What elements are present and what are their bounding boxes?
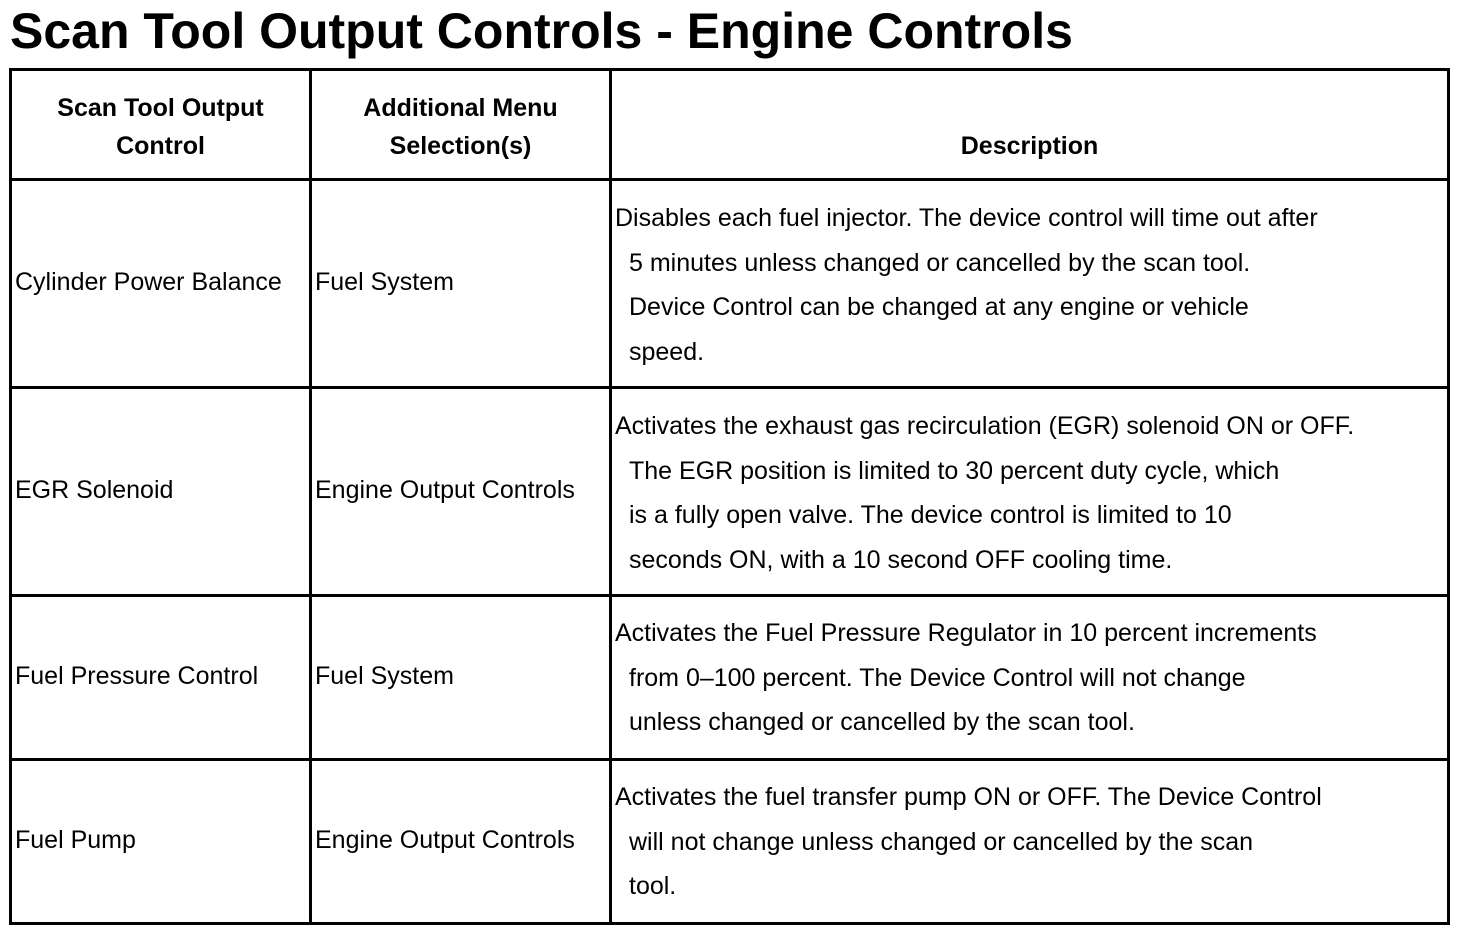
output-controls-table-container [9,68,1447,922]
control-cell: EGR Solenoid [11,388,311,596]
header-description [611,70,1449,180]
description-line: Device Control can be changed at any engine or vehicle [629,293,1249,321]
table-row [11,388,1449,596]
header-menu-line-1: Additional Menu [363,94,558,122]
description-line: 5 minutes unless changed or cancelled by the scan tool. [629,248,1251,277]
menu-cell: Fuel System [311,180,611,388]
menu-cell: Engine Output Controls [311,760,611,924]
description-line: from 0–100 percent. The Device Control will not change [629,663,1246,692]
output-controls-table [9,68,1450,925]
header-row [11,70,1449,180]
description-line: Disables each fuel injector. The device control will time out after [615,204,1318,232]
description-line: seconds ON, with a 10 second OFF cooling time. [629,545,1173,574]
description-cell [611,596,1449,760]
description-line: Activates the exhaust gas recirculation (EGR) solenoid ON or OFF. [615,412,1355,440]
header-menu-line-2: Selection(s) [389,132,532,160]
table-row [11,180,1449,388]
description-line: The EGR position is limited to 30 percent duty cycle, which [629,456,1280,485]
header-additional-menu-selections [311,70,611,180]
menu-cell: Engine Output Controls [311,388,611,596]
control-cell: Cylinder Power Balance [11,180,311,388]
control-cell: Fuel Pressure Control [11,596,311,760]
menu-cell: Fuel System [311,596,611,760]
header-control-line-1: Scan Tool Output [57,94,264,122]
description-line: speed. [629,337,705,366]
header-description-label: Description [960,132,1099,160]
description-line: will not change unless changed or cancelled by the scan [629,827,1254,856]
table-row [11,760,1449,924]
description-line: is a fully open valve. The device control is limited to 10 [629,501,1232,529]
header-scan-tool-output-control [11,70,311,180]
description-cell [611,760,1449,924]
table-row [11,596,1449,760]
page-title: Scan Tool Output Controls - Engine Controls [10,3,1073,59]
control-cell: Fuel Pump [11,760,311,924]
description-cell [611,388,1449,596]
description-line: Activates the Fuel Pressure Regulator in 10 percent increments [615,619,1317,647]
description-line: unless changed or cancelled by the scan tool. [629,708,1135,736]
description-line: tool. [629,872,677,900]
header-control-line-2: Control [116,132,205,160]
description-cell [611,180,1449,388]
description-line: Activates the fuel transfer pump ON or OFF. The Device Control [615,783,1322,811]
